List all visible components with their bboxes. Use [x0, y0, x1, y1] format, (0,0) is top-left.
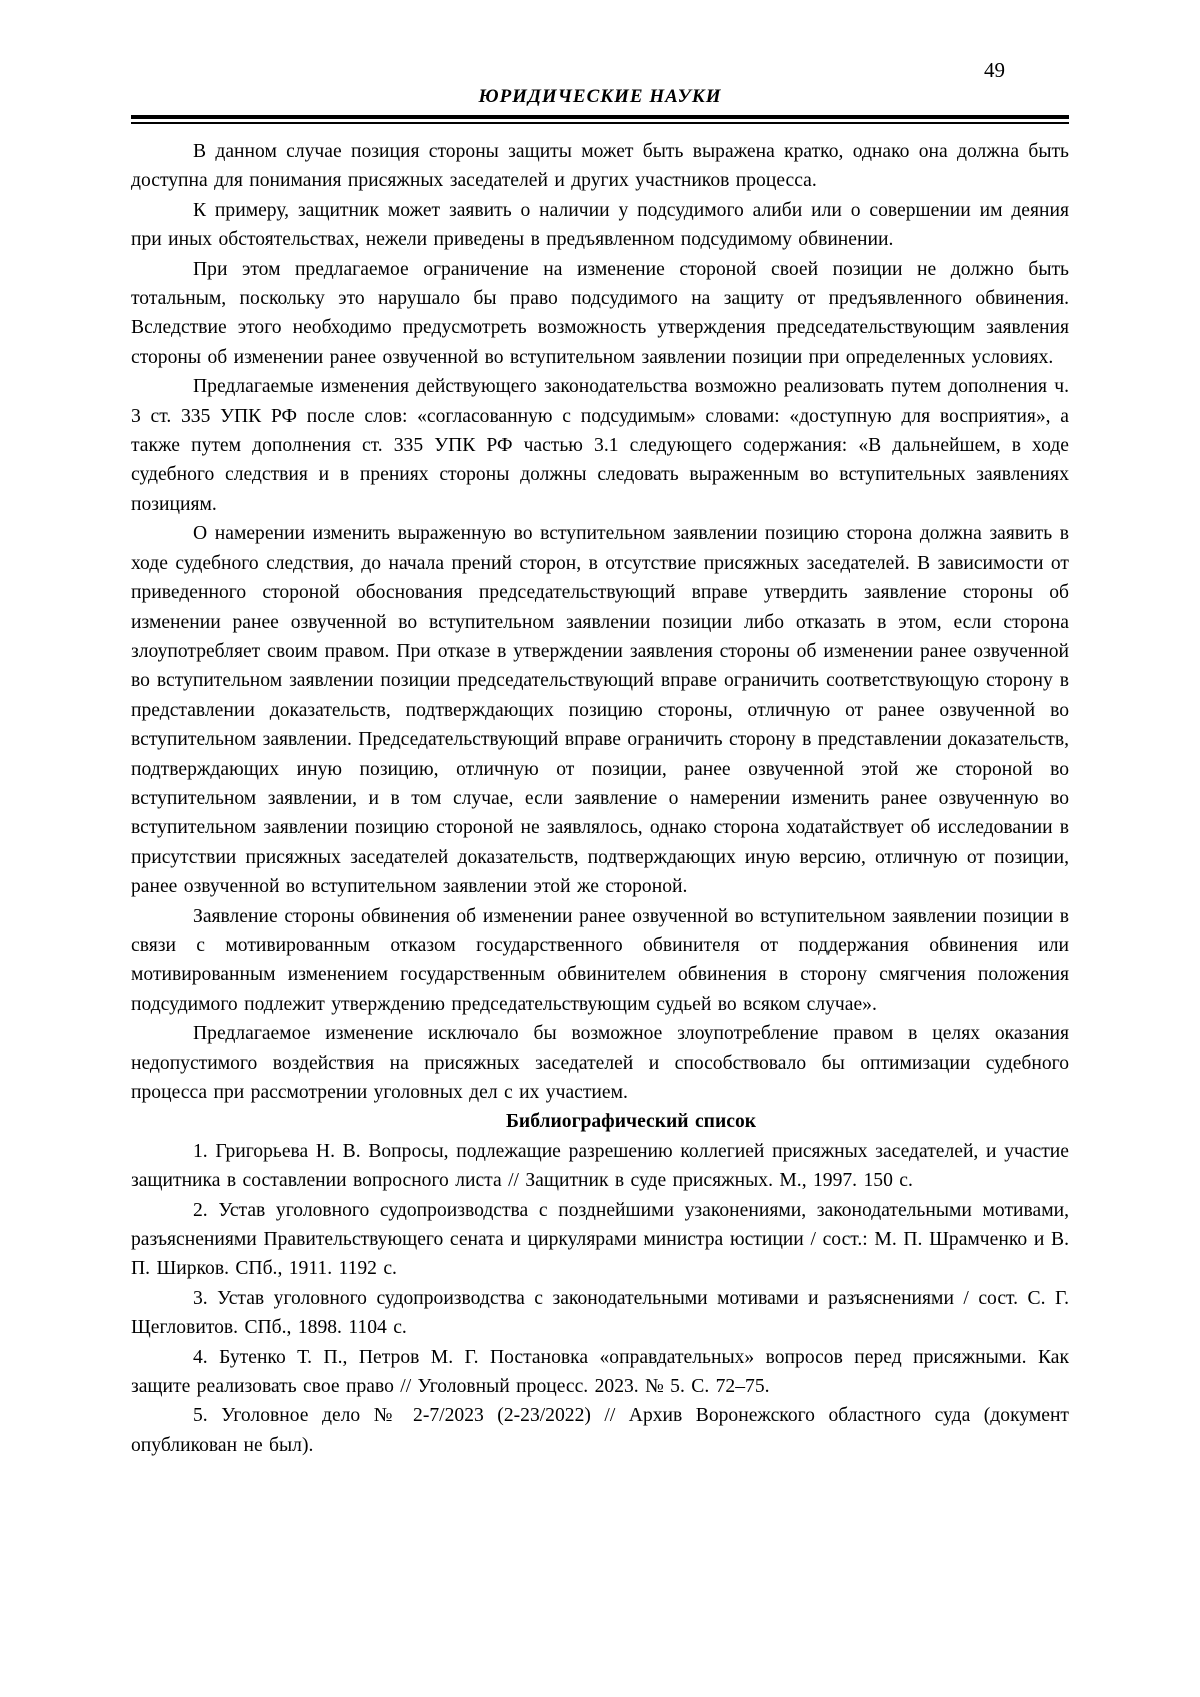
bibliography-item: 2. Устав уголовного судопроизводства с позднейшими узаконениями, законодательными мотивами, разъяснениями Правительствующего сената и циркулярами министра юстиции / сост.: М. П. Шрамченко и В. П. Ширков. СПб., 1911. 1192 с. [131, 1199, 1069, 1280]
bibliography-item: 5. Уголовное дело № 2-7/2023 (2-23/2022) // Архив Воронежского областного суда (документ опубликован не был). [131, 1405, 1069, 1456]
paragraph: К примеру, защитник может заявить о наличии у подсудимого алиби или о совершении им деяния при иных обстоятельствах, нежели приведены в предъявленном подсудимому обвинении. [131, 199, 1069, 251]
paragraph: В данном случае позиция стороны защиты может быть выражена кратко, однако она должна быть доступна для понимания присяжных заседателей и других участников процесса. [131, 141, 1069, 192]
paragraph: Предлагаемое изменение исключало бы возможное злоупотребление правом в целях оказания недопустимого воздействия на присяжных заседателей и способствовало бы оптимизации судебного процесса при рассмотрении уголовных дел с их участием. [131, 1023, 1069, 1103]
paragraph: При этом предлагаемое ограничение на изменение стороной своей позиции не должно быть тотальным, поскольку это нарушало бы право подсудимого на защиту от предъявленного обвинения. Вследствие этого необходимо предусмотреть возможность утверждения председательствующим заявления стороны об изменении ранее озвученной во вступительном заявлении позиции при определенных условиях. [131, 258, 1069, 368]
page-number: 49 [984, 58, 1005, 82]
bibliography-item: 1. Григорьева Н. В. Вопросы, подлежащие разрешению коллегией присяжных заседателей, и участие защитника в составлении вопросного листа // Защитник в суде присяжных. М., 1997. 150 с. [131, 1140, 1069, 1192]
bibliography-item: 3. Устав уголовного судопроизводства с законодательными мотивами и разъяснениями / сост. С. Г. Щегловитов. СПб., 1898. 1104 с. [131, 1287, 1069, 1339]
bibliography-list [131, 1137, 1069, 1460]
bibliography-item: 4. Бутенко Т. П., Петров М. Г. Постановка «оправдательных» вопросов перед присяжными. Как защите реализовать свое право // Уголовный процесс. 2023. № 5. С. 72–75. [131, 1346, 1069, 1398]
paragraph: Предлагаемые изменения действующего законодательства возможно реализовать путем дополнения ч. 3 ст. 335 УПК РФ после слов: «согласованную с подсудимым» словами: «доступную для восприятия», а также путем дополнения ст. 335 УПК РФ частью 3.1 следующего содержания: «В дальнейшем, в ходе судебного следствия и в прениях стороны должны следовать выраженным во вступительных заявлениях позициям. [131, 376, 1069, 515]
article-body [131, 137, 1069, 1460]
paragraph: Заявление стороны обвинения об изменении ранее озвученной во вступительном заявлении позиции в связи с мотивированным отказом государственного обвинителя от поддержания обвинения или мотивированным изменением государственным обвинителем обвинения в сторону смягчения положения подсудимого подлежит утверждению председательствующим судьей во всяком случае». [131, 905, 1069, 1015]
bibliography-title: Библиографический список [505, 1111, 757, 1133]
paragraph: О намерении изменить выраженную во вступительном заявлении позицию сторона должна заявить в ходе судебного следствия, до начала прений сторон, в отсутствие присяжных заседателей. В зависимости от приведенного стороной обоснования председательствующий вправе утвердить заявление стороны об изменении ранее озвученной во вступительном заявлении позиции либо отказать в этом, если сторона злоупотребляет своим правом. При отказе в утверждении заявления стороны об изменении ранее озвученной во вступительном заявлении позиции председательствующий вправе ограничить соответствующую сторону в представлении доказательств, подтверждающих позицию стороны, отличную от ранее озвученной во вступительном заявлении. Председательствующий вправе ограничить сторону в представлении доказательств, подтверждающих иную позицию, отличную от позиции, ранее озвученной этой же стороной во вступительном заявлении, и в том случае, если заявление о намерении изменить ранее озвученную во вступительном заявлении позицию стороной не заявлялось, однако сторона ходатайствует об исследовании в присутствии присяжных заседателей доказательств, подтверждающих иную версию, отличную от позиции, ранее озвученной во вступительном заявлении этой же стороной. [131, 523, 1069, 898]
header-divider [131, 115, 1069, 124]
running-head: ЮРИДИЧЕСКИЕ НАУКИ [478, 86, 722, 107]
